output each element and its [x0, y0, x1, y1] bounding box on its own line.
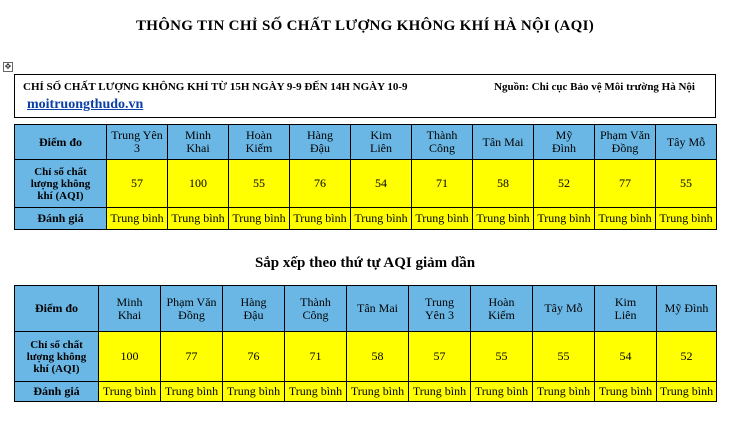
station-name-line1: Minh — [184, 128, 211, 142]
station-cell — [168, 125, 229, 160]
info-box — [14, 74, 716, 118]
source-text: Nguồn: Chi cục Bảo vệ Môi trường Hà Nội — [494, 81, 695, 93]
aqi-value: 57 — [107, 160, 168, 208]
rating-value: Trung bình — [99, 382, 161, 402]
aqi-row — [15, 332, 717, 382]
station-name-line2: Công — [428, 141, 455, 155]
aqi-value: 52 — [657, 332, 717, 382]
rating-value: Trung bình — [168, 208, 229, 230]
station-name-line2: 3 — [134, 141, 140, 155]
rating-value: Trung bình — [656, 208, 717, 230]
rating-value: Trung bình — [290, 208, 351, 230]
station-name-line1: Hoàn — [246, 128, 272, 142]
rating-value: Trung bình — [657, 382, 717, 402]
time-range-text: CHỈ SỐ CHẤT LƯỢNG KHÔNG KHÍ TỪ 15H NGÀY 9-9 ĐẾN 14H NGÀY 10-9 — [23, 81, 408, 93]
station-name-line2: Công — [302, 307, 329, 322]
aqi-table — [14, 124, 717, 230]
aqi-value: 77 — [161, 332, 223, 382]
aqi-value: 55 — [656, 160, 717, 208]
rating-value: Trung bình — [285, 382, 347, 402]
website-link[interactable]: moitruongthudo.vn — [27, 97, 144, 112]
sorted-subtitle: Sắp xếp theo thứ tự AQI giảm dần — [254, 255, 476, 271]
aqi-value: 76 — [290, 160, 351, 208]
station-name-line1: Trung — [425, 294, 454, 309]
station-name-line1: Tây Mỗ — [544, 301, 583, 315]
station-cell — [161, 286, 223, 332]
station-name-line2: Liên — [614, 307, 637, 322]
station-name-line1: Phạm Văn — [599, 128, 651, 142]
station-name-line2: Đồng — [178, 307, 205, 322]
station-name-line1: Kim — [614, 294, 637, 309]
station-cell — [285, 286, 347, 332]
station-name-line2: Đồng — [611, 141, 639, 155]
station-name-line1: Mỹ Đình — [664, 301, 709, 315]
station-name-line2: Đậu — [310, 141, 330, 155]
station-name-line1: Tây Mỗ — [666, 134, 706, 149]
station-name-line2: Liên — [370, 141, 392, 155]
aqi-value: 100 — [99, 332, 161, 382]
rating-value: Trung bình — [595, 382, 657, 402]
station-cell — [595, 125, 656, 160]
aqi-value: 58 — [347, 332, 409, 382]
rating-value: Trung bình — [351, 208, 412, 230]
table-move-handle-icon[interactable]: ✥ — [4, 62, 12, 71]
aqi-value: 55 — [229, 160, 290, 208]
station-cell — [107, 125, 168, 160]
rating-value: Trung bình — [107, 208, 168, 230]
station-name-line1: Hàng — [240, 294, 267, 309]
station-label: Điểm đo — [15, 125, 107, 160]
aqi-value: 71 — [412, 160, 473, 208]
aqi-value: 58 — [473, 160, 534, 208]
station-name-line1: Thành — [300, 294, 331, 309]
station-name-line2: Đậu — [243, 307, 264, 322]
rating-label: Đánh giá — [15, 382, 99, 402]
station-name-line2: Khai — [186, 141, 210, 155]
station-name-line1: Hoàn — [488, 294, 515, 309]
station-row — [15, 286, 717, 332]
rating-row — [15, 208, 717, 230]
station-cell — [595, 286, 657, 332]
station-label: Điểm đo — [15, 286, 99, 332]
station-cell — [473, 125, 534, 160]
station-name-line2: Yên 3 — [425, 307, 454, 322]
aqi-value: 52 — [534, 160, 595, 208]
aqi-value: 76 — [223, 332, 285, 382]
station-name-line1: Trung Yên — [111, 128, 163, 142]
rating-value: Trung bình — [409, 382, 471, 402]
rating-label: Đánh giá — [15, 208, 107, 230]
rating-value: Trung bình — [347, 382, 409, 402]
rating-value: Trung bình — [473, 208, 534, 230]
station-cell — [290, 125, 351, 160]
aqi-label: Chỉ số chất lượng không khí (AQI) — [15, 332, 99, 382]
aqi-label: Chỉ số chất lượng không khí (AQI) — [15, 160, 107, 208]
station-name-line2: Kiếm — [488, 307, 515, 322]
station-cell — [534, 125, 595, 160]
rating-value: Trung bình — [161, 382, 223, 402]
aqi-value: 77 — [595, 160, 656, 208]
station-cell — [99, 286, 161, 332]
station-name-line2: Khai — [117, 307, 142, 322]
aqi-value: 55 — [533, 332, 595, 382]
aqi-value: 54 — [351, 160, 412, 208]
rating-value: Trung bình — [471, 382, 533, 402]
aqi-row — [15, 160, 717, 208]
rating-value: Trung bình — [533, 382, 595, 402]
aqi-value: 71 — [285, 332, 347, 382]
station-name-line2: Đình — [552, 141, 576, 155]
aqi-value: 100 — [168, 160, 229, 208]
station-name-line1: Mỹ — [555, 128, 573, 142]
station-row — [15, 125, 717, 160]
station-cell — [351, 125, 412, 160]
station-name-line1: Kim — [370, 128, 392, 142]
station-name-line1: Minh — [116, 294, 143, 309]
rating-value: Trung bình — [534, 208, 595, 230]
station-name-line1: Tân Mai — [482, 134, 524, 149]
station-cell — [223, 286, 285, 332]
aqi-value: 57 — [409, 332, 471, 382]
rating-value: Trung bình — [595, 208, 656, 230]
rating-row — [15, 382, 717, 402]
aqi-value: 54 — [595, 332, 657, 382]
station-cell — [229, 125, 290, 160]
station-name-line1: Tân Mai — [357, 301, 398, 315]
rating-value: Trung bình — [223, 382, 285, 402]
page-title: THÔNG TIN CHỈ SỐ CHẤT LƯỢNG KHÔNG KHÍ HÀ NỘI (AQI) — [135, 18, 595, 34]
rating-value: Trung bình — [412, 208, 473, 230]
rating-value: Trung bình — [229, 208, 290, 230]
aqi-value: 55 — [471, 332, 533, 382]
station-cell — [533, 286, 595, 332]
station-cell — [412, 125, 473, 160]
station-cell — [656, 125, 717, 160]
station-cell — [347, 286, 409, 332]
aqi-sorted-table — [14, 285, 717, 402]
station-name-line2: Kiếm — [245, 141, 273, 155]
station-cell — [471, 286, 533, 332]
station-cell — [409, 286, 471, 332]
station-name-line1: Phạm Văn — [166, 294, 217, 309]
station-name-line1: Thành — [426, 128, 458, 142]
station-name-line1: Hàng — [307, 128, 333, 142]
station-cell — [657, 286, 717, 332]
